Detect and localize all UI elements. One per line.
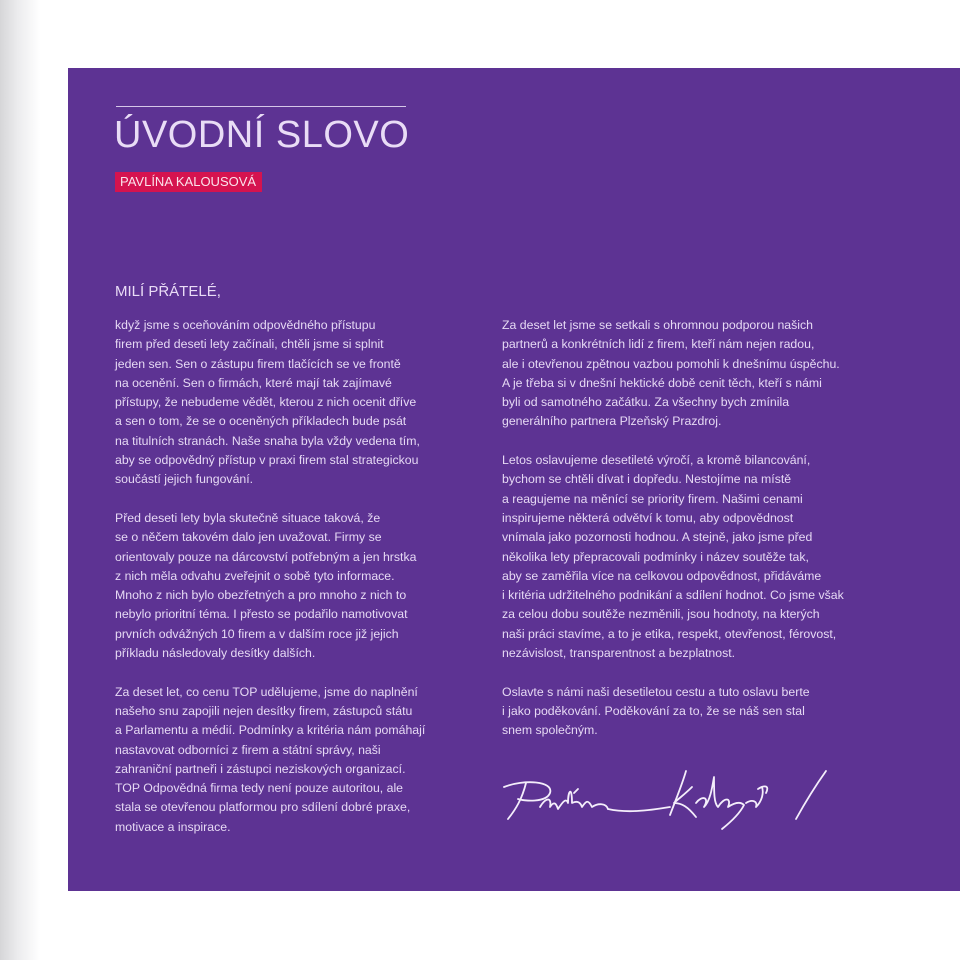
- text-line: A je třeba si v dnešní hektické době cenit těch, kteří s námi: [502, 375, 822, 390]
- page-edge-shadow: [0, 0, 40, 960]
- text-line: partnerů a konkrétních lidí z firem, kteří nám nejen radou,: [502, 337, 815, 352]
- purple-panel: [68, 68, 960, 891]
- text-line: přístupy, že nebudeme vědět, kterou z nich ocenit dříve: [115, 395, 417, 410]
- text-line: aby se zaměřila více na celkovou odpovědnost, přidáváme: [502, 568, 822, 583]
- text-line: Letos oslavujeme desetileté výročí, a kromě bilancování,: [502, 453, 811, 468]
- text-line: snem společným.: [502, 723, 598, 738]
- text-line: nebylo prioritní téma. I přesto se podařilo namotivovat: [115, 607, 408, 622]
- text-line: součástí jejich fungování.: [115, 472, 254, 487]
- text-line: když jsme s oceňováním odpovědného přístupu: [115, 318, 376, 332]
- text-line: a sen o tom, že se o oceněných příkladech bude psát: [115, 414, 407, 429]
- text-line: se o něčem takovém dalo jen uvažovat. Firmy se: [115, 530, 382, 545]
- text-line: Před deseti lety byla skutečně situace taková, že: [115, 510, 381, 525]
- text-line: a reagujeme na měnící se priority firem. Našimi cenami: [502, 491, 803, 506]
- text-line: i kritéria udržitelného podnikání a sdílení hodnot. Co jsme však: [502, 588, 844, 603]
- text-line: naši práci stavíme, a to je etika, respekt, otevřenost, férovost,: [502, 626, 837, 641]
- text-column-left: [115, 316, 485, 856]
- text-line: za celou dobu soutěže nezměnili, jsou hodnoty, na kterých: [502, 607, 820, 622]
- paragraph: [502, 683, 902, 741]
- text-line: generálního partnera Plzeňský Prazdroj.: [502, 414, 722, 429]
- paragraph: [115, 683, 485, 837]
- greeting: MILÍ PŘÁTELÉ,: [115, 283, 221, 300]
- text-line: nastavovat odborníci z firem a státní správy, naši: [115, 742, 381, 757]
- text-line: jeden sen. Sen o zástupu firem tlačících se ve frontě: [115, 356, 401, 371]
- text-line: firem před deseti lety začínali, chtěli jsme si splnit: [115, 337, 384, 352]
- text-line: na ocenění. Sen o firmách, které mají tak zajímavé: [115, 375, 392, 390]
- text-line: motivace a inspirace.: [115, 819, 231, 834]
- text-line: Za deset let jsme se setkali s ohromnou podporou našich: [502, 318, 814, 332]
- text-line: stala se otevřenou platformou pro sdílení dobré praxe,: [115, 800, 411, 815]
- paragraph: [115, 316, 485, 490]
- text-line: příkladu následovaly desítky dalších.: [115, 646, 316, 661]
- text-line: několika lety přepracovali podmínky i název soutěže tak,: [502, 549, 809, 564]
- paragraph: [502, 316, 902, 432]
- paragraph: [115, 509, 485, 663]
- text-line: zahraniční partneři i zástupci neziskových organizací.: [115, 761, 406, 776]
- text-line: Za deset let, co cenu TOP udělujeme, jsme do naplnění: [115, 684, 418, 699]
- text-line: i jako poděkování. Poděkování za to, že se náš sen stal: [502, 703, 805, 718]
- text-line: TOP Odpovědná firma tedy není pouze autoritou, ale: [115, 781, 404, 796]
- text-line: Mnoho z nich bylo obezřetných a pro mnoho z nich to: [115, 588, 407, 603]
- text-line: našeho snu zapojili nejen desítky firem, zástupců státu: [115, 703, 413, 718]
- author-name-badge: PAVLÍNA KALOUSOVÁ: [115, 172, 262, 192]
- text-line: prvních odvážných 10 firem a v dalším roce již jejich: [115, 626, 399, 641]
- text-line: bychom se chtěli dívat i dopředu. Nestojíme na místě: [502, 472, 792, 487]
- text-line: a Parlamentu a médií. Podmínky a kritéria nám pomáhají: [115, 723, 426, 738]
- text-line: z nich měla odvahu zveřejnit o sobě tyto informace.: [115, 568, 395, 583]
- paragraph: [502, 451, 902, 663]
- page-title: ÚVODNÍ SLOVO: [114, 114, 410, 156]
- text-line: inspirujeme některá odvětví k tomu, aby odpovědnost: [502, 510, 794, 525]
- text-line: ale i otevřenou zpětnou vazbou pomohli k dnešnímu úspěchu.: [502, 356, 840, 371]
- text-line: aby se odpovědný přístup v praxi firem stal strategickou: [115, 453, 419, 468]
- text-line: nezávislost, transparentnost a bezplatnost.: [502, 646, 736, 661]
- title-rule: [116, 106, 406, 107]
- text-line: na titulních stranách. Naše snaha byla vždy vedena tím,: [115, 433, 420, 448]
- text-line: vnímala jako pozornosti hodnou. A stejně, jako jsme před: [502, 530, 813, 545]
- text-line: Oslavte s námi naši desetiletou cestu a tuto oslavu berte: [502, 684, 810, 699]
- text-column-right: [502, 316, 902, 760]
- handwritten-signature: [496, 763, 836, 863]
- text-line: byli od samotného začátku. Za všechny bych zmínila: [502, 395, 790, 410]
- text-line: orientovaly pouze na dárcovství potřebným a jen hrstka: [115, 549, 417, 564]
